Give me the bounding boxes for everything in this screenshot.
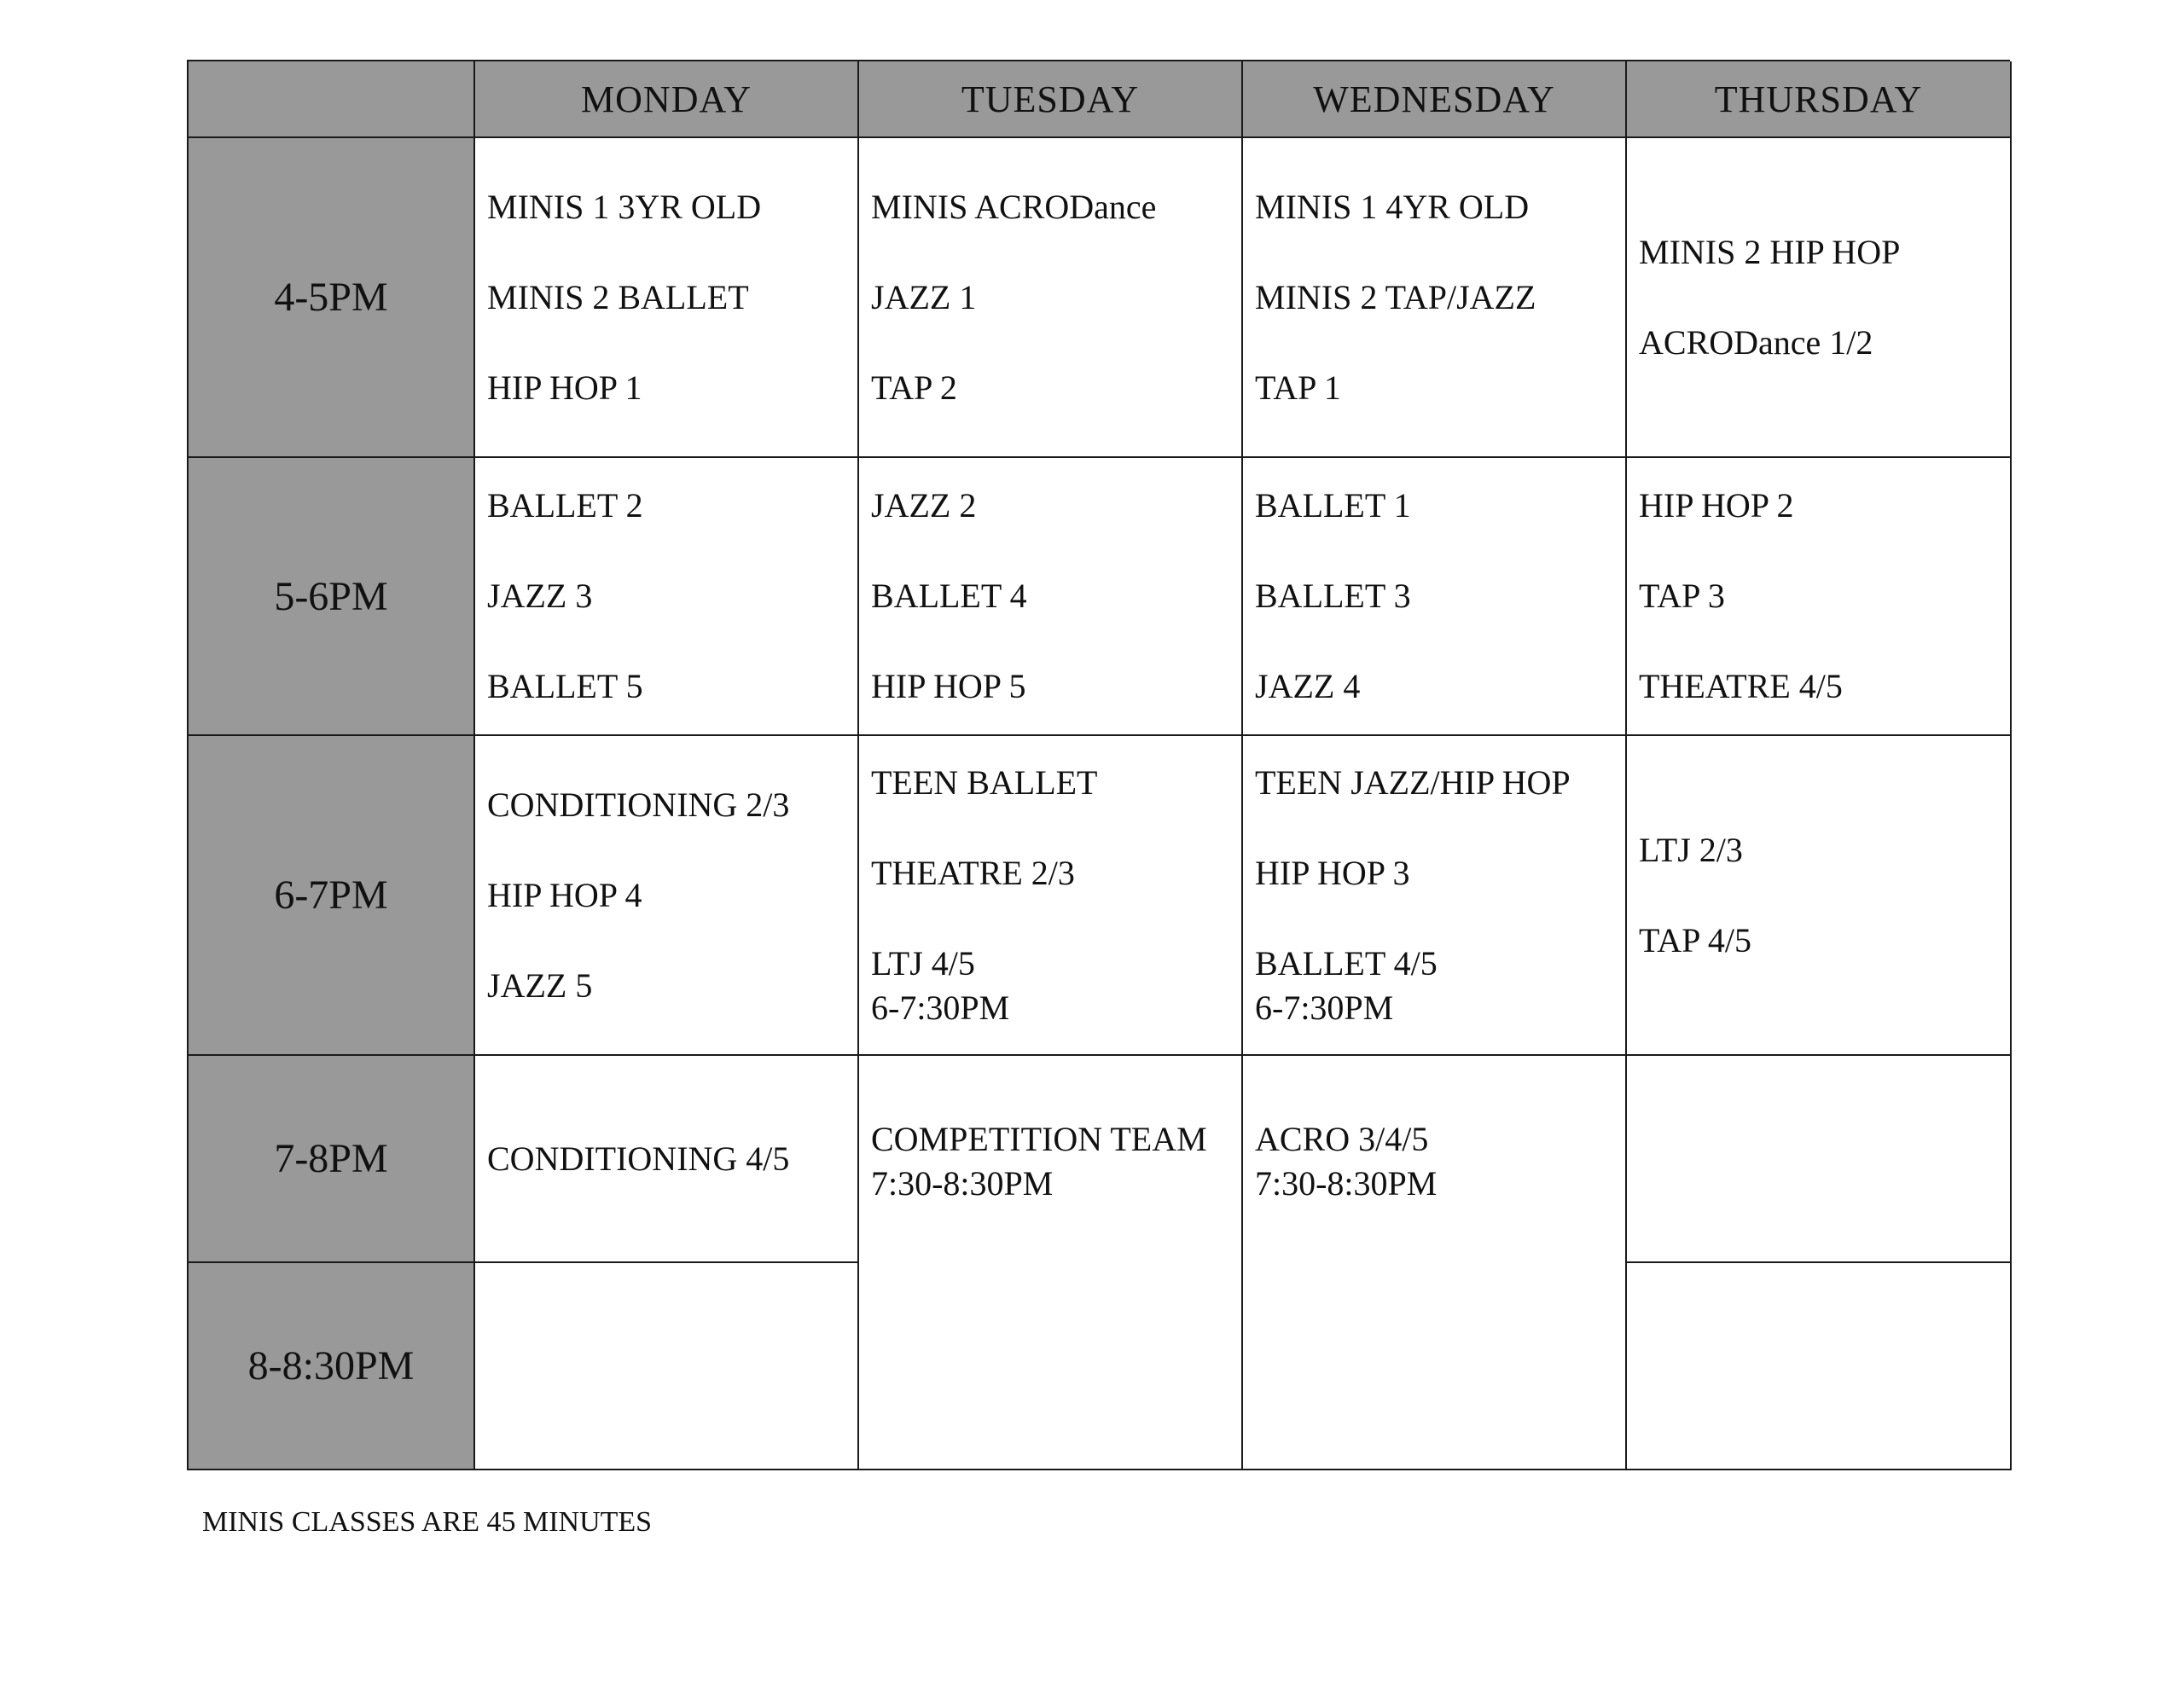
class-name: HIP HOP 5 (871, 667, 1026, 705)
class-name: ACRO 3/4/5 (1255, 1120, 1429, 1158)
class-name: JAZZ 5 (487, 965, 593, 1005)
class-name: MINIS 2 HIP HOP (1639, 232, 1901, 271)
class-name: JAZZ 1 (871, 277, 977, 316)
class-name: CONDITIONING 2/3 (487, 785, 790, 824)
time-slot-6-7pm: 6-7PM (189, 736, 475, 1056)
class-time-note: 7:30-8:30PM (871, 1164, 1054, 1203)
class-schedule-table (187, 60, 2010, 1470)
class-name: THEATRE 4/5 (1639, 667, 1843, 705)
cell-monday-7-8pm (475, 1056, 859, 1263)
class-name: TEEN JAZZ/HIP HOP (1255, 762, 1571, 802)
class-name: JAZZ 3 (487, 577, 593, 615)
cell-wednesday-5-6pm (1243, 458, 1627, 736)
cell-thursday-8-830pm (1627, 1263, 2012, 1470)
class-name: TAP 2 (871, 368, 957, 407)
class-name: JAZZ 4 (1255, 667, 1361, 705)
header-day-wednesday: WEDNESDAY (1243, 61, 1627, 138)
header-day-monday: MONDAY (475, 61, 859, 138)
class-name: COMPETITION TEAM (871, 1120, 1207, 1158)
class-name: TEEN BALLET (871, 762, 1098, 802)
header-day-tuesday: TUESDAY (859, 61, 1243, 138)
class-name: MINIS 1 3YR OLD (487, 187, 762, 226)
header-corner-cell (189, 61, 475, 138)
class-time-note: 6-7:30PM (871, 988, 1010, 1027)
class-name: CONDITIONING 4/5 (487, 1139, 790, 1178)
header-day-thursday: THURSDAY (1627, 61, 2012, 138)
cell-monday-4-5pm (475, 138, 859, 458)
class-name: THEATRE 2/3 (871, 853, 1075, 892)
cell-wednesday-6-7pm (1243, 736, 1627, 1056)
cell-tuesday-7-830pm (859, 1056, 1243, 1470)
cell-thursday-6-7pm (1627, 736, 2012, 1056)
class-name: BALLET 3 (1255, 577, 1411, 615)
class-name: TAP 4/5 (1639, 920, 1751, 959)
class-time-note: 6-7:30PM (1255, 988, 1394, 1027)
class-name: ACRODance 1/2 (1639, 322, 1873, 362)
class-name: TAP 1 (1255, 368, 1341, 407)
cell-tuesday-5-6pm (859, 458, 1243, 736)
class-name: BALLET 2 (487, 486, 643, 525)
class-name-with-time (1255, 942, 1625, 1030)
cell-monday-6-7pm (475, 736, 859, 1056)
class-name: BALLET 4/5 (1255, 943, 1438, 983)
time-slot-7-8pm: 7-8PM (189, 1056, 475, 1263)
time-slot-5-6pm: 5-6PM (189, 458, 475, 736)
class-name: HIP HOP 3 (1255, 853, 1410, 892)
footnote: MINIS CLASSES ARE 45 MINUTES (202, 1506, 653, 1538)
class-name: MINIS 2 BALLET (487, 277, 749, 316)
cell-wednesday-7-830pm (1243, 1056, 1627, 1470)
class-name: BALLET 4 (871, 577, 1027, 615)
class-name: TAP 3 (1639, 577, 1725, 615)
class-name: HIP HOP 1 (487, 368, 642, 407)
class-name: MINIS ACRODance (871, 187, 1157, 226)
cell-monday-8-830pm (475, 1263, 859, 1470)
cell-thursday-5-6pm (1627, 458, 2012, 736)
class-name: HIP HOP 4 (487, 875, 642, 914)
time-slot-4-5pm: 4-5PM (189, 138, 475, 458)
class-name: JAZZ 2 (871, 486, 977, 525)
class-name: HIP HOP 2 (1639, 486, 1794, 525)
class-time-note: 7:30-8:30PM (1255, 1164, 1438, 1203)
class-name-with-time (871, 942, 1241, 1030)
class-name: MINIS 1 4YR OLD (1255, 187, 1530, 226)
cell-thursday-4-5pm (1627, 138, 2012, 458)
class-name: BALLET 5 (487, 667, 643, 705)
class-name: LTJ 2/3 (1639, 830, 1743, 869)
class-name: LTJ 4/5 (871, 943, 975, 983)
cell-tuesday-4-5pm (859, 138, 1243, 458)
cell-monday-5-6pm (475, 458, 859, 736)
time-slot-8-830pm: 8-8:30PM (189, 1263, 475, 1470)
cell-thursday-7-8pm (1627, 1056, 2012, 1263)
cell-wednesday-4-5pm (1243, 138, 1627, 458)
class-name: BALLET 1 (1255, 486, 1411, 525)
cell-tuesday-6-7pm (859, 736, 1243, 1056)
class-name: MINIS 2 TAP/JAZZ (1255, 277, 1536, 316)
